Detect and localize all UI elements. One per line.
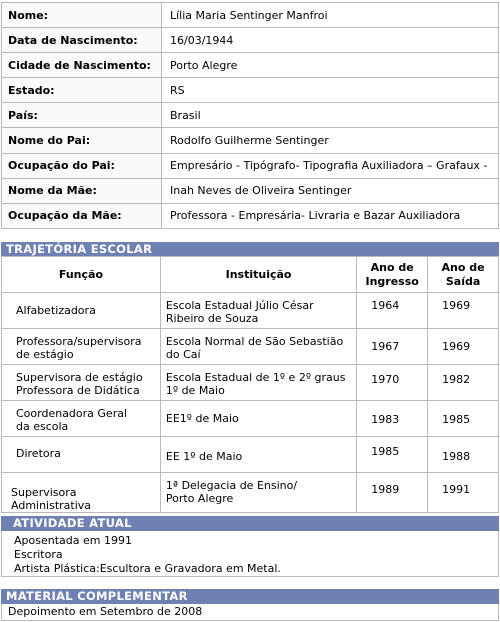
cell-line: Escola Estadual de 1º e 2º graus <box>165 371 346 384</box>
cell-ingresso: 1970 <box>357 365 428 401</box>
cell-line: Diretora <box>16 447 61 460</box>
cell-funcao <box>2 293 161 329</box>
column-header-funcao: Função <box>2 257 161 293</box>
header-line: Ingresso <box>365 274 419 288</box>
personal-row <box>2 153 499 178</box>
header-line: Ano de <box>370 260 414 274</box>
cell-instituicao <box>160 365 356 401</box>
cell-ingresso: 1989 <box>357 473 428 513</box>
header-line: Ano de <box>441 260 485 274</box>
field-label: Nome: <box>2 3 162 28</box>
material-line: Depoimento em Setembro de 2008 <box>8 605 203 618</box>
field-value: Brasil <box>162 103 499 128</box>
field-label: País: <box>2 103 162 128</box>
section-header-atividade: ATIVIDADE ATUAL <box>1 516 499 531</box>
personal-row <box>2 103 499 128</box>
field-label: Ocupação da Mãe: <box>2 203 162 228</box>
cell-saida: 1985 <box>428 401 499 437</box>
cell-ingresso: 1964 <box>357 293 428 329</box>
cell-line: Escola Estadual Júlio César <box>165 299 314 312</box>
cell-instituicao <box>160 473 356 513</box>
cell-line: Porto Alegre <box>165 492 234 505</box>
personal-row <box>2 28 499 53</box>
field-value: Empresário - Tipógrafo- Tipografia Auxiliadora – Grafaux - <box>162 153 499 178</box>
cell-saida: 1991 <box>428 473 499 513</box>
cell-line: Ribeiro de Souza <box>165 312 259 325</box>
cell-saida: 1988 <box>428 437 499 473</box>
cell-saida: 1969 <box>428 329 499 365</box>
cell-line: Coordenadora Geral <box>16 407 128 420</box>
cell-line: EE 1º de Maio <box>165 450 243 463</box>
cell-line: Alfabetizadora <box>16 304 96 317</box>
field-value: 16/03/1944 <box>162 28 499 53</box>
field-label: Data de Nascimento: <box>2 28 162 53</box>
cell-ingresso: 1983 <box>357 401 428 437</box>
column-header-instituicao: Instituição <box>160 257 356 293</box>
field-value: Lília Maria Sentinger Manfroi <box>162 3 499 28</box>
personal-data-table <box>1 2 499 229</box>
cell-line: Escola Normal de São Sebastião <box>165 335 344 348</box>
table-row <box>2 293 499 329</box>
cell-instituicao <box>160 401 356 437</box>
cell-line: da escola <box>16 420 69 433</box>
personal-row <box>2 178 499 203</box>
table-row <box>2 437 499 473</box>
cell-line: 1ª Delegacia de Ensino/ <box>165 479 298 492</box>
field-value: RS <box>162 78 499 103</box>
cell-line: Supervisora Administrativa <box>11 486 92 512</box>
column-header-ingresso <box>357 257 428 293</box>
section-header-trajetoria: TRAJETÓRIA ESCOLAR <box>1 242 499 257</box>
personal-row <box>2 128 499 153</box>
trajetoria-table <box>1 256 499 513</box>
field-label: Nome do Pai: <box>2 128 162 153</box>
cell-line: Professora de Didática <box>16 384 140 397</box>
cell-instituicao <box>160 329 356 365</box>
field-label: Cidade de Nascimento: <box>2 53 162 78</box>
field-value: Rodolfo Guilherme Sentinger <box>162 128 499 153</box>
cell-line: Supervisora de estágio <box>16 371 143 384</box>
cell-instituicao <box>160 437 356 473</box>
atividade-line: Escritora <box>14 548 63 561</box>
cell-funcao <box>2 473 161 513</box>
cell-line: EE1º de Maio <box>165 412 239 425</box>
table-row <box>2 365 499 401</box>
field-label: Ocupação do Pai: <box>2 153 162 178</box>
atividade-line: Artista Plástica:Escultora e Gravadora em Metal. <box>14 562 281 575</box>
cell-line: do Caí <box>165 348 201 361</box>
field-label: Estado: <box>2 78 162 103</box>
cell-funcao <box>2 365 161 401</box>
cell-saida: 1982 <box>428 365 499 401</box>
cell-ingresso: 1985 <box>357 437 428 473</box>
material-box <box>1 604 499 621</box>
field-value: Professora - Empresária- Livraria e Bazar Auxiliadora <box>162 203 499 228</box>
table-row <box>2 329 499 365</box>
field-label: Nome da Mãe: <box>2 178 162 203</box>
cell-funcao <box>2 329 161 365</box>
cell-ingresso: 1967 <box>357 329 428 365</box>
personal-row <box>2 3 499 28</box>
cell-instituicao <box>160 293 356 329</box>
field-value: Porto Alegre <box>162 53 499 78</box>
column-header-saida <box>428 257 499 293</box>
cell-line: Professora/supervisora <box>16 335 142 348</box>
cell-saida: 1969 <box>428 293 499 329</box>
field-value: Inah Neves de Oliveira Sentinger <box>162 178 499 203</box>
section-header-material: MATERIAL COMPLEMENTAR <box>1 589 499 604</box>
personal-row <box>2 203 499 228</box>
header-line: Saída <box>445 274 481 288</box>
table-header-row <box>2 257 499 293</box>
atividade-box <box>1 531 499 577</box>
cell-funcao <box>2 437 161 473</box>
cell-line: de estágio <box>16 348 74 361</box>
table-row <box>2 473 499 513</box>
cell-funcao <box>2 401 161 437</box>
cell-line: 1º de Maio <box>165 384 225 397</box>
personal-row <box>2 78 499 103</box>
table-row <box>2 401 499 437</box>
personal-row <box>2 53 499 78</box>
atividade-line: Aposentada em 1991 <box>14 534 132 547</box>
